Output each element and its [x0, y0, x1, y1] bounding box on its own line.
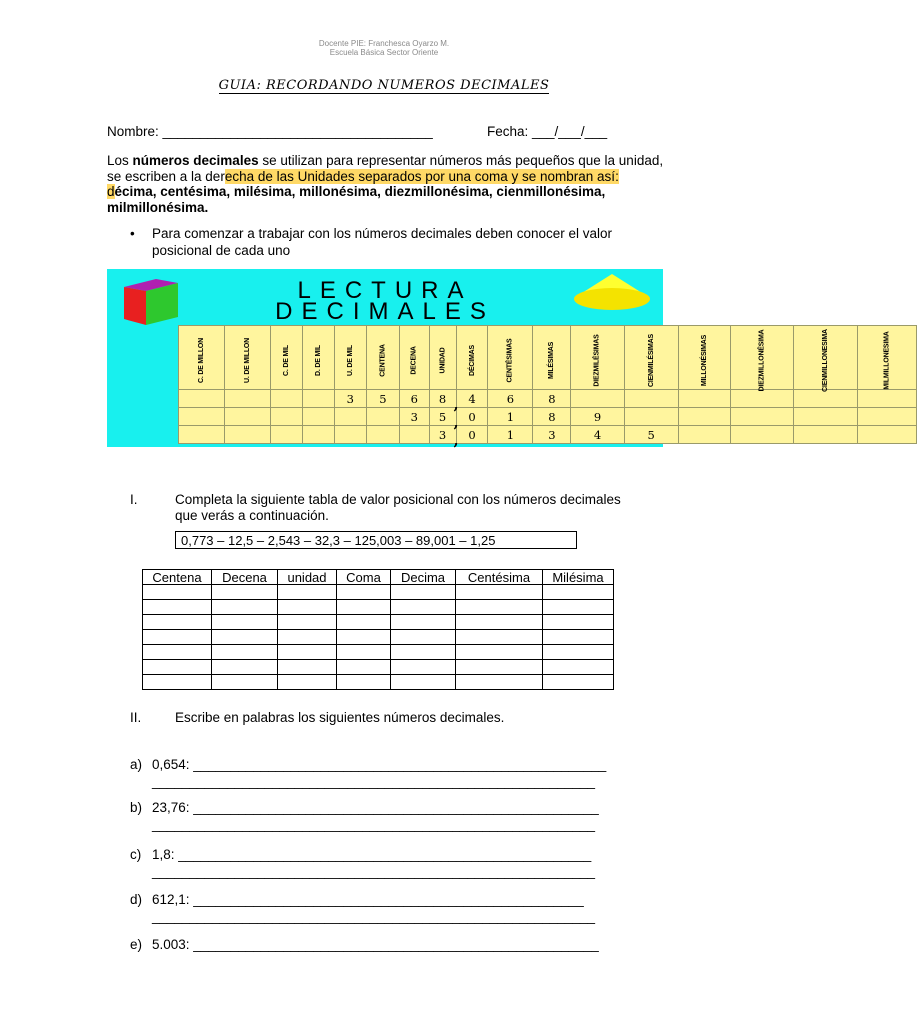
answer-line-continued[interactable]: ___________________________________________________________ — [152, 817, 595, 832]
place-value-cell: 6 — [400, 390, 429, 408]
answer-cell[interactable] — [143, 630, 212, 645]
place-value-header-row — [179, 326, 917, 390]
answer-cell[interactable] — [143, 660, 212, 675]
answer-body — [143, 585, 614, 690]
answer-cell[interactable] — [456, 615, 543, 630]
teacher-name: Docente PIE: Franchesca Oyarzo M. — [318, 39, 450, 48]
answer-row — [143, 585, 614, 600]
place-value-header: DIEZMILLONÉSIMA — [730, 326, 793, 390]
place-value-cell — [302, 390, 334, 408]
banner-title-line2: DECIMALES — [275, 298, 495, 325]
answer-cell[interactable] — [212, 645, 278, 660]
place-value-cell: 6 — [488, 390, 533, 408]
intro-paragraph: Los números decimales se utilizan para representar números más pequeños que la unidad, se escriben a la derecha de las Unidades separados por una coma y se nombran así: décima, centésima, milésima, millonésima, diezmillonésima, cienmillonésima, milmillonésima. — [107, 153, 664, 215]
answer-cell[interactable] — [456, 630, 543, 645]
student-info-row — [107, 124, 667, 139]
place-value-cell: 0 — [456, 408, 488, 426]
place-value-cell — [225, 408, 271, 426]
teacher-header — [0, 39, 768, 57]
answer-column-header: Milésima — [543, 570, 614, 585]
answer-column-header: Centésima — [456, 570, 543, 585]
question-label: b) — [130, 800, 143, 815]
answer-column-header: Decima — [391, 570, 456, 585]
answer-cell[interactable] — [337, 675, 391, 690]
place-value-cell — [678, 408, 730, 426]
place-value-cell — [225, 426, 271, 444]
place-value-cell — [334, 408, 366, 426]
question-label: c) — [130, 847, 142, 862]
place-value-row — [179, 390, 917, 408]
place-value-cell — [793, 426, 857, 444]
answer-row — [143, 630, 614, 645]
answer-cell[interactable] — [391, 600, 456, 615]
place-value-header: CIENMILÉSIMAS — [624, 326, 678, 390]
place-value-header: DÉCIMAS — [456, 326, 488, 390]
fecha-field[interactable]: Fecha: ___/___/___ — [487, 124, 608, 139]
answer-line[interactable]: 0,654: _______________________________________________________ — [152, 757, 607, 772]
answer-cell[interactable] — [337, 630, 391, 645]
question-label: e) — [130, 937, 143, 952]
place-value-cell: 4 — [456, 390, 488, 408]
place-value-cell — [271, 408, 303, 426]
bullet-item: • Para comenzar a trabajar con los números decimales deben conocer el valor posicional de cada uno — [130, 225, 660, 259]
answer-cell[interactable] — [543, 630, 614, 645]
answer-cell[interactable] — [337, 660, 391, 675]
place-value-cell — [857, 426, 916, 444]
place-value-row — [179, 408, 917, 426]
answer-cell[interactable] — [391, 675, 456, 690]
answer-column-header: Decena — [212, 570, 278, 585]
place-value-cell — [179, 426, 225, 444]
answer-cell[interactable] — [391, 615, 456, 630]
answer-line[interactable]: 23,76: ______________________________________________________ — [152, 800, 599, 815]
place-value-cell — [857, 408, 916, 426]
answer-column-header: Coma — [337, 570, 391, 585]
answer-cell[interactable] — [143, 600, 212, 615]
answer-cell[interactable] — [278, 660, 337, 675]
answer-row — [143, 615, 614, 630]
place-value-cell — [179, 390, 225, 408]
place-value-cell — [571, 390, 624, 408]
answer-header-row — [143, 570, 614, 585]
place-value-cell: 5 — [366, 390, 399, 408]
place-value-cell: 4 — [571, 426, 624, 444]
answer-cell[interactable] — [391, 585, 456, 600]
section-instruction: Escribe en palabras los siguientes números decimales. — [175, 710, 505, 725]
place-value-header: C. DE MIL — [271, 326, 303, 390]
answer-line-continued[interactable]: ___________________________________________________________ — [152, 864, 595, 879]
answer-cell[interactable] — [456, 585, 543, 600]
place-value-cell: 8 — [533, 408, 571, 426]
section-number: I. — [130, 492, 138, 507]
highlighted-text: echa de las Unidades separados por una coma y se nombran así: d — [107, 168, 619, 199]
answer-cell[interactable] — [212, 630, 278, 645]
place-value-body — [179, 390, 917, 444]
answer-cell[interactable] — [391, 630, 456, 645]
answer-cell[interactable] — [337, 615, 391, 630]
place-value-cell — [624, 390, 678, 408]
place-value-cell — [730, 390, 793, 408]
place-value-cell: 5 , — [429, 408, 456, 426]
answer-cell[interactable] — [543, 675, 614, 690]
answer-line-continued[interactable]: ___________________________________________________________ — [152, 909, 595, 924]
answer-cell[interactable] — [143, 615, 212, 630]
lectura-decimales-banner — [107, 269, 891, 447]
place-value-header: UNIDAD — [429, 326, 456, 390]
place-value-cell: 1 — [488, 426, 533, 444]
school-name: Escuela Básica Sector Oriente — [329, 48, 439, 57]
place-value-cell: 3 — [533, 426, 571, 444]
answer-cell[interactable] — [456, 600, 543, 615]
place-value-cell: 1 — [488, 408, 533, 426]
answer-cell[interactable] — [278, 645, 337, 660]
place-value-header: MILÉSIMAS — [533, 326, 571, 390]
nombre-field[interactable]: Nombre: ____________________________________ — [107, 124, 433, 139]
place-value-header: MILLONÉSIMAS — [678, 326, 730, 390]
answer-cell[interactable] — [212, 660, 278, 675]
place-value-cell: 9 — [571, 408, 624, 426]
answer-line-continued[interactable]: ___________________________________________________________ — [152, 774, 595, 789]
question-label: d) — [130, 892, 143, 907]
place-value-cell — [624, 408, 678, 426]
place-value-cell — [678, 390, 730, 408]
answer-cell[interactable] — [456, 645, 543, 660]
answer-row — [143, 645, 614, 660]
answer-cell[interactable] — [212, 585, 278, 600]
answer-cell[interactable] — [337, 585, 391, 600]
answer-cell[interactable] — [337, 645, 391, 660]
answer-cell[interactable] — [143, 585, 212, 600]
place-value-header: DIEZMILÉSIMAS — [571, 326, 624, 390]
answer-cell[interactable] — [143, 645, 212, 660]
place-value-header: D. DE MIL — [302, 326, 334, 390]
place-value-cell — [366, 426, 399, 444]
place-value-table — [178, 325, 917, 444]
place-value-header: U. DE MILLON — [225, 326, 271, 390]
answer-line[interactable]: 612,1: ____________________________________________________ — [152, 892, 584, 907]
answer-cell[interactable] — [278, 630, 337, 645]
page-title: GUIA: RECORDANDO NUMEROS DECIMALES — [218, 78, 550, 93]
answer-cell[interactable] — [337, 600, 391, 615]
place-value-cell: 3 , — [429, 426, 456, 444]
answer-cell[interactable] — [456, 660, 543, 675]
answer-table — [142, 569, 614, 690]
place-value-cell — [857, 390, 916, 408]
place-value-cell — [271, 426, 303, 444]
place-value-cell — [302, 408, 334, 426]
answer-column-header: Centena — [143, 570, 212, 585]
place-value-cell — [225, 390, 271, 408]
answer-row — [143, 600, 614, 615]
place-value-cell: 3 — [400, 408, 429, 426]
answer-cell[interactable] — [143, 675, 212, 690]
answer-cell[interactable] — [212, 675, 278, 690]
answer-cell[interactable] — [543, 615, 614, 630]
place-value-cell — [334, 426, 366, 444]
numbers-list-box: 0,773 – 12,5 – 2,543 – 32,3 – 125,003 – 89,001 – 1,25 — [175, 531, 577, 549]
answer-cell[interactable] — [278, 585, 337, 600]
place-value-cell: 5 — [624, 426, 678, 444]
answer-row — [143, 660, 614, 675]
place-value-header: CIENMILLONESIMA — [793, 326, 857, 390]
place-value-cell — [678, 426, 730, 444]
place-value-cell — [271, 390, 303, 408]
place-value-header: CENTENA — [366, 326, 399, 390]
section-number: II. — [130, 710, 142, 725]
answer-column-header: unidad — [278, 570, 337, 585]
place-value-cell: 8 — [533, 390, 571, 408]
banner-title-line1: LECTURA — [297, 277, 473, 304]
place-value-cell — [793, 390, 857, 408]
place-value-header: CENTÉSIMAS — [488, 326, 533, 390]
answer-line[interactable]: 1,8: _______________________________________________________ — [152, 847, 592, 862]
place-value-cell: 3 — [334, 390, 366, 408]
place-value-header: DECENA — [400, 326, 429, 390]
answer-line[interactable]: 5.003: ______________________________________________________ — [152, 937, 599, 952]
section-instruction: Completa la siguiente tabla de valor posicional con los números decimales que verás a continuación. — [175, 492, 621, 523]
place-value-cell: 0 — [456, 426, 488, 444]
answer-row — [143, 675, 614, 690]
answer-cell[interactable] — [212, 615, 278, 630]
place-value-cell — [730, 408, 793, 426]
place-value-cell — [400, 426, 429, 444]
place-value-header: C. DE MILLON — [179, 326, 225, 390]
place-value-header: MILMILLONESIMA — [857, 326, 916, 390]
answer-cell[interactable] — [543, 600, 614, 615]
place-value-header: U. DE MIL — [334, 326, 366, 390]
answer-cell[interactable] — [543, 585, 614, 600]
answer-cell[interactable] — [278, 615, 337, 630]
answer-cell[interactable] — [391, 660, 456, 675]
answer-cell[interactable] — [278, 600, 337, 615]
place-value-cell — [793, 408, 857, 426]
place-value-cell — [730, 426, 793, 444]
place-value-cell: 8 , — [429, 390, 456, 408]
answer-cell[interactable] — [278, 675, 337, 690]
place-value-row — [179, 426, 917, 444]
place-value-cell — [179, 408, 225, 426]
question-label: a) — [130, 757, 143, 772]
answer-cell[interactable] — [391, 645, 456, 660]
place-value-cell — [302, 426, 334, 444]
answer-cell[interactable] — [212, 600, 278, 615]
answer-cell[interactable] — [543, 660, 614, 675]
place-value-cell — [366, 408, 399, 426]
answer-cell[interactable] — [543, 645, 614, 660]
answer-cell[interactable] — [456, 675, 543, 690]
